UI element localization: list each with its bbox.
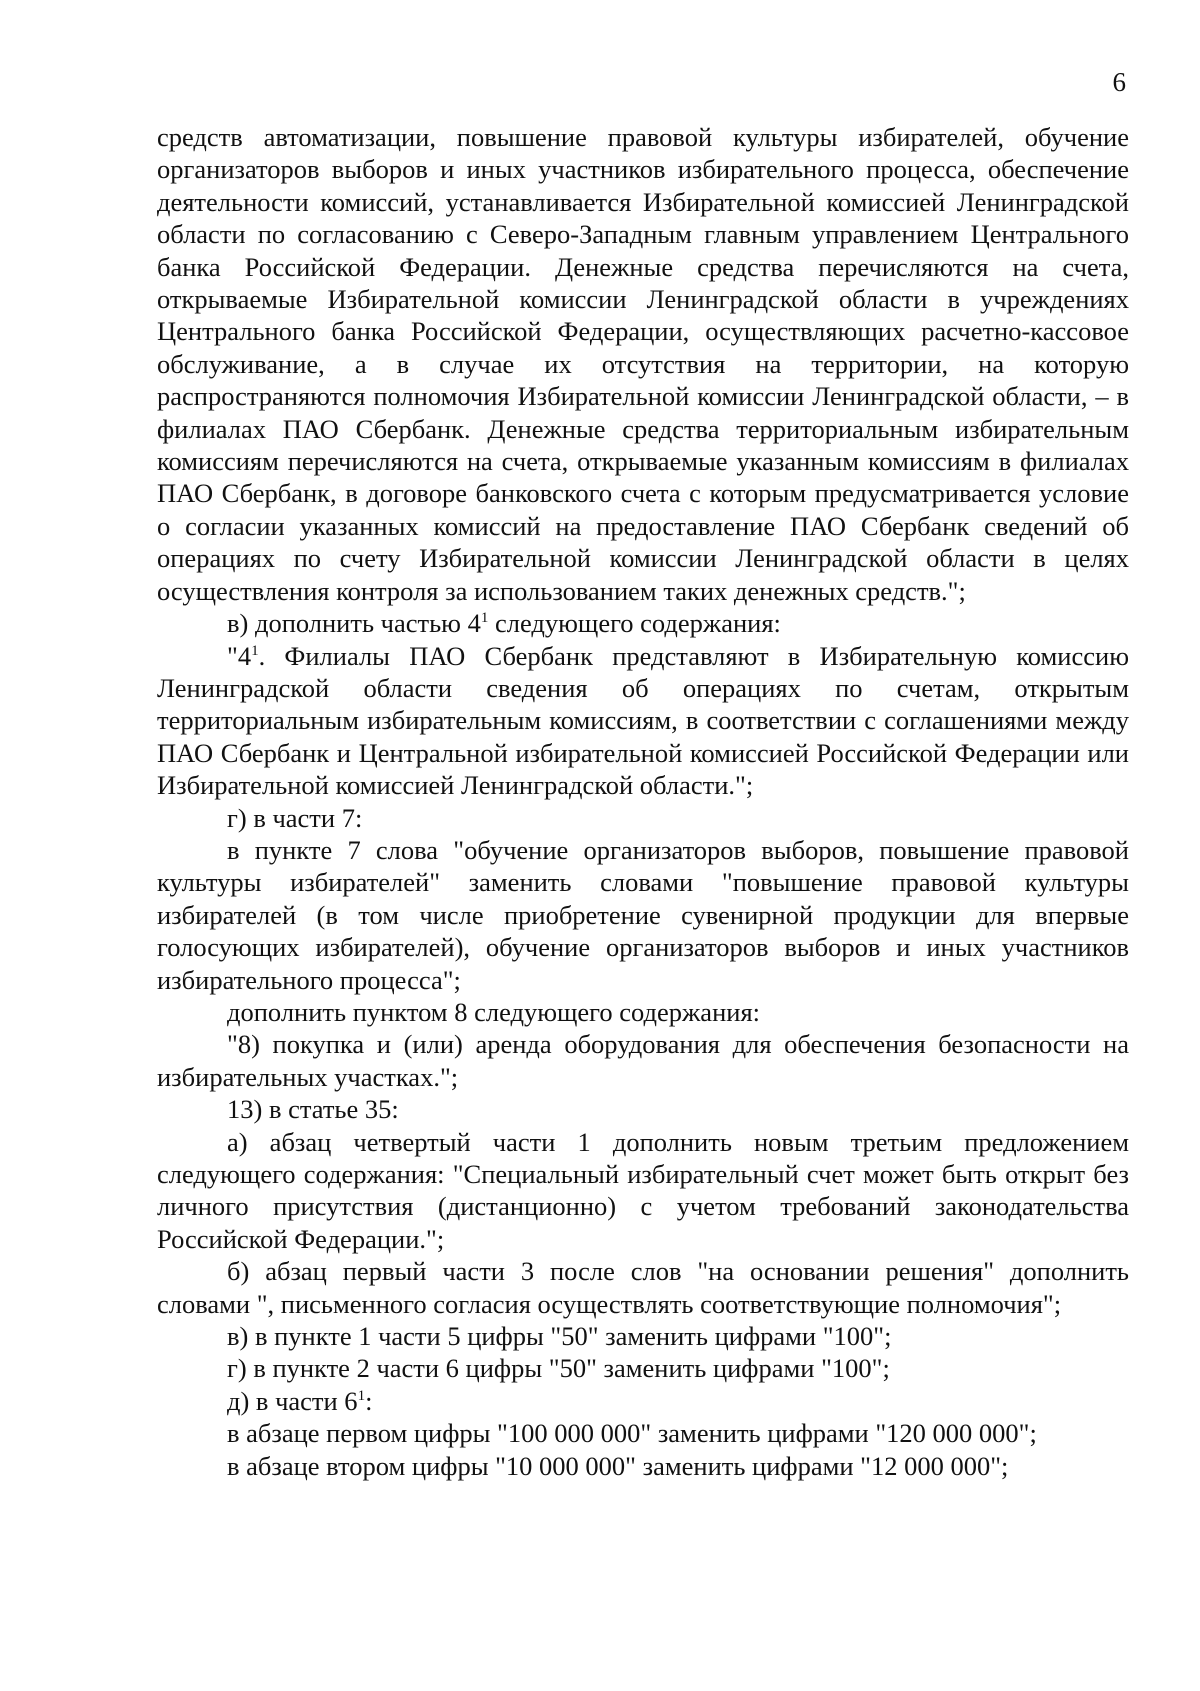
superscript: 1 bbox=[357, 1387, 366, 1404]
paragraph-text: г) в части 7: bbox=[227, 802, 363, 833]
paragraph bbox=[157, 1126, 1129, 1256]
paragraph bbox=[157, 1352, 1129, 1384]
paragraph-text: дополнить пунктом 8 следующего содержания: bbox=[227, 996, 760, 1027]
paragraph bbox=[157, 640, 1129, 802]
paragraph bbox=[157, 996, 1129, 1028]
paragraph-text: следующего содержания: bbox=[488, 608, 781, 639]
paragraph bbox=[157, 1028, 1129, 1093]
paragraph-text: : bbox=[365, 1385, 373, 1416]
paragraph bbox=[157, 1255, 1129, 1320]
page-number: 6 bbox=[1112, 67, 1126, 97]
paragraph bbox=[157, 802, 1129, 834]
paragraph bbox=[157, 1320, 1129, 1352]
paragraph-text: "8) покупка и (или) аренда оборудования для обеспечения безопасности на избирательных участках."; bbox=[157, 1029, 1129, 1092]
paragraph-text: д) в части 6 bbox=[227, 1385, 358, 1416]
superscript: 1 bbox=[251, 642, 259, 659]
paragraph-text: 13) в статье 35: bbox=[227, 1094, 399, 1125]
paragraph bbox=[157, 1417, 1129, 1449]
paragraph bbox=[157, 607, 1129, 639]
paragraph-text: в абзаце втором цифры "10 000 000" заменить цифрами "12 000 000"; bbox=[227, 1450, 1009, 1481]
paragraph-text: "4 bbox=[227, 640, 252, 671]
superscript: 1 bbox=[480, 610, 489, 627]
paragraph-text: в абзаце первом цифры "100 000 000" заменить цифрами "120 000 000"; bbox=[227, 1418, 1037, 1449]
paragraph-text: г) в пункте 2 части 6 цифры "50" заменить цифрами "100"; bbox=[227, 1353, 890, 1384]
paragraph-text: в пункте 7 слова "обучение организаторов выборов, повышение правовой культуры избирателей" заменить словами "повышение правовой культуры избирателей (в том числе приобретение сувенирной продукции для впервые голосующих избирателей), обучение организаторов выборов и иных участников избирательного процесса"; bbox=[157, 834, 1129, 995]
paragraph-text: средств автоматизации, повышение правовой культуры избирателей, обучение организаторов выборов и иных участников избирательного процесса, обеспечение деятельности комиссий, устанавливается Избирательной комиссией Ленинградской области по согласованию с Северо-Западным главным управлением Центрального банка Российской Федерации. Денежные средства перечисляются на счета, открываемые Избирательной комиссии Ленинградской области в учреждениях Центрального банка Российской Федерации, осуществляющих расчетно-кассовое обслуживание, а в случае их отсутствия на территории, на которую распространяются полномочия Избирательной комиссии Ленинградской области, – в филиалах ПАО Сбербанк. Денежные средства территориальным избирательным комиссиям перечисляются на счета, открываемые указанным комиссиям в филиалах ПАО Сбербанк, в договоре банковского счета с которым предусматривается условие о согласии указанных комиссий на предоставление ПАО Сбербанк сведений об операциях по счету Избирательной комиссии Ленинградской области в целях осуществления контроля за использованием таких денежных средств."; bbox=[157, 122, 1129, 606]
paragraph-text: б) абзац первый части 3 после слов "на основании решения" дополнить словами ", письменного согласия осуществлять соответствующие полномочия"; bbox=[157, 1256, 1129, 1319]
paragraph bbox=[157, 1385, 1129, 1417]
document-body bbox=[157, 121, 1129, 1482]
paragraph-text: в) дополнить частью 4 bbox=[227, 608, 481, 639]
paragraph-text: . Филиалы ПАО Сбербанк представляют в Избирательную комиссию Ленинградской области сведения об операциях по счетам, открытым территориальным избирательным комиссиям, в соответствии с соглашениями между ПАО Сбербанк и Центральной избирательной комиссией Российской Федерации или Избирательной комиссией Ленинградской области."; bbox=[157, 640, 1129, 801]
paragraph bbox=[157, 1450, 1129, 1482]
paragraph bbox=[157, 834, 1129, 996]
paragraph-text: в) в пункте 1 части 5 цифры "50" заменить цифрами "100"; bbox=[227, 1321, 892, 1352]
paragraph bbox=[157, 1093, 1129, 1125]
paragraph bbox=[157, 121, 1129, 607]
paragraph-text: а) абзац четвертый части 1 дополнить новым третьим предложением следующего содержания: "Специальный избирательный счет может быть открыт без личного присутствия (дистанционно) с учетом требований законодательства Российской Федерации."; bbox=[157, 1126, 1129, 1254]
